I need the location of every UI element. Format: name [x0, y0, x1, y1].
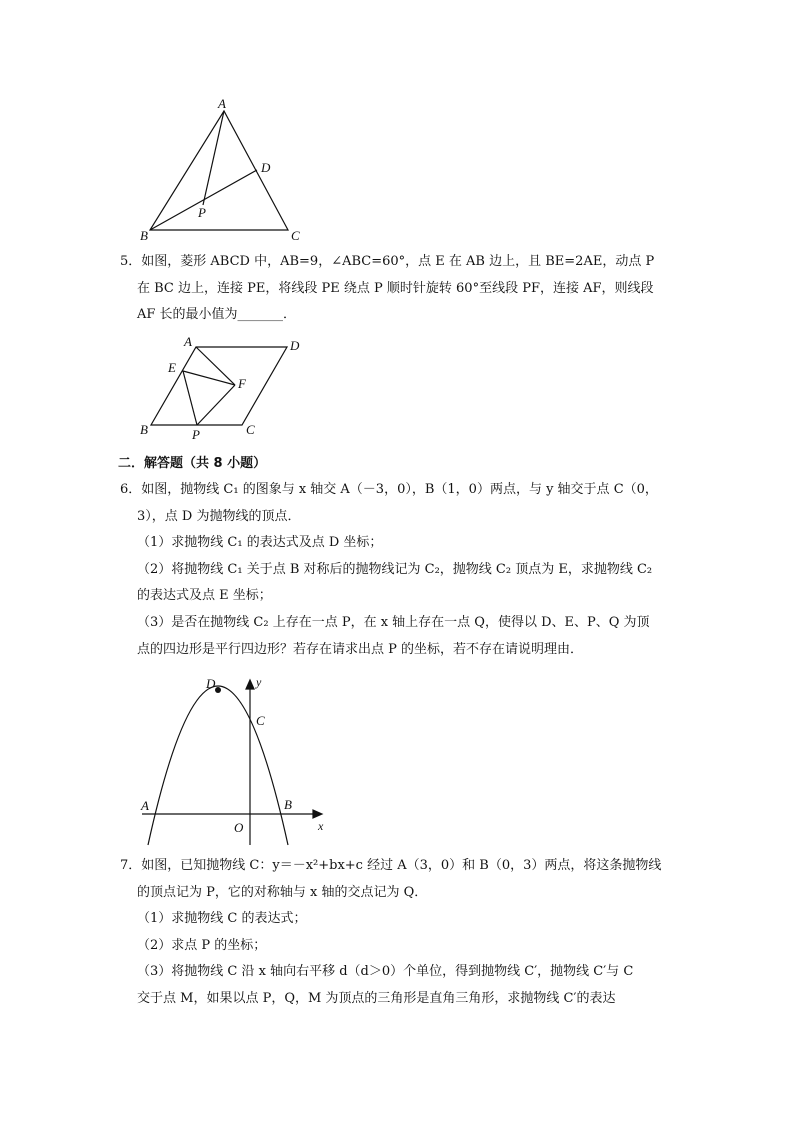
label-b: B	[284, 797, 292, 812]
q6-line-4: （2）将抛物线 C₁ 关于点 B 对称后的抛物线记为 C₂，抛物线 C₂ 顶点为 E，求抛物线 C₂	[137, 562, 653, 577]
q6-line-7: 点的四边形是平行四边形？若存在请求出点 P 的坐标，若不存在请说明理由．	[137, 642, 584, 657]
label-d: D	[290, 338, 300, 353]
label-d: D	[206, 676, 216, 691]
label-y: y	[256, 675, 262, 689]
label-d: D	[261, 160, 271, 175]
q7-line-3: （1）求抛物线 C 的表达式；	[137, 911, 307, 926]
label-b: B	[140, 422, 148, 437]
q7-line-6: 交于点 M，如果以点 P，Q，M 为顶点的三角形是直角三角形，求抛物线 C′的表达	[137, 991, 616, 1006]
label-c: C	[256, 713, 265, 728]
q6-line-3: （1）求抛物线 C₁ 的表达式及点 D 坐标；	[137, 535, 383, 550]
parabola-curve	[148, 686, 288, 845]
q7-line-2: 的顶点记为 P，它的对称轴与 x 轴的交点记为 Q．	[137, 885, 428, 900]
label-c: C	[246, 422, 255, 437]
label-c: C	[291, 228, 300, 243]
q5-line-2: 在 BC 边上，连接 PE，将线段 PE 绕点 P 顺时针旋转 60°至线段 PF，连接 AF，则线段	[137, 281, 654, 296]
label-a: A	[218, 96, 226, 111]
label-b: B	[140, 228, 148, 243]
label-e: E	[168, 360, 176, 375]
section-title: 二．解答题（共 8 小题）	[118, 456, 267, 471]
q5-line-3: AF 长的最小值为_______．	[137, 307, 297, 322]
label-a: A	[184, 334, 192, 349]
vertex-d-dot	[215, 687, 221, 693]
y-axis-arrow	[246, 680, 254, 689]
label-f: F	[238, 376, 246, 391]
label-o: O	[234, 820, 244, 835]
label-p: P	[192, 427, 200, 442]
q6-line-2: 3），点 D 为抛物线的顶点．	[137, 509, 301, 524]
q5-line-1: 5．如图，菱形 ABCD 中，AB=9，∠ABC=60°，点 E 在 AB 边上，且 BE=2AE，动点 P	[120, 254, 655, 269]
x-axis-arrow	[313, 810, 322, 818]
q6-line-5: 的表达式及点 E 坐标；	[137, 588, 272, 603]
label-a: A	[141, 798, 149, 813]
q6-line-1: 6．如图，抛物线 C₁ 的图象与 x 轴交 A（－3，0），B（1，0）两点，与 y 轴交于点 C（0，	[120, 482, 658, 497]
q7-line-4: （2）求点 P 的坐标；	[137, 938, 267, 953]
q7-line-1: 7．如图，已知抛物线 C：y＝－x²+bx+c 经过 A（3，0）和 B（0，3）两点，将这条抛物线	[120, 858, 662, 873]
q7-line-5: （3）将抛物线 C 沿 x 轴向右平移 d（d＞0）个单位，得到抛物线 C′，抛物线 C′与 C	[137, 964, 634, 979]
q6-line-6: （3）是否在抛物线 C₂ 上存在一点 P，在 x 轴上存在一点 Q，使得以 D、E、P、Q 为顶	[137, 615, 650, 630]
label-p: P	[198, 205, 206, 220]
label-x: x	[318, 819, 324, 833]
